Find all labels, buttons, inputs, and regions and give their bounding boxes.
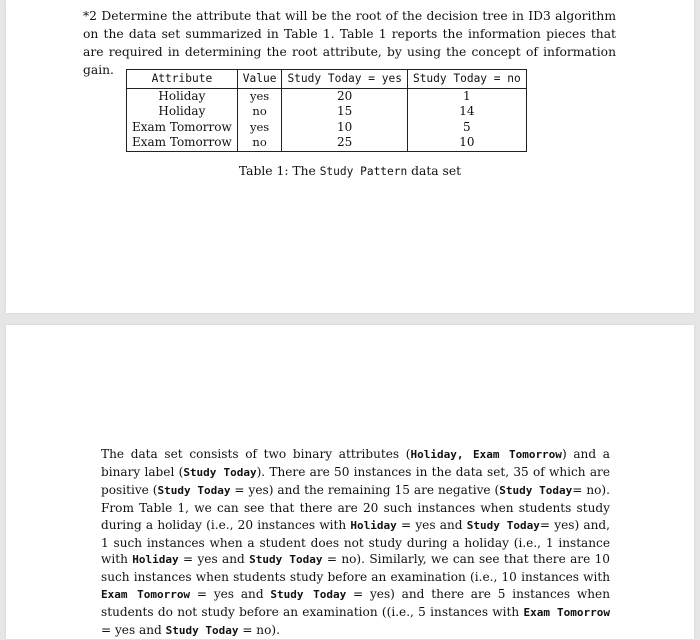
- cell-yes-count: 20: [282, 88, 408, 104]
- cell-attribute: Exam Tomorrow: [127, 120, 238, 136]
- cell-no-count: 5: [407, 120, 526, 136]
- text-run: = yes and: [396, 517, 467, 532]
- text-run: = yes and: [101, 623, 166, 638]
- code-run: Study Today: [157, 483, 231, 497]
- code-run: Holiday: [350, 518, 397, 532]
- code-run: Study Today: [183, 465, 257, 479]
- cell-value: no: [237, 135, 282, 151]
- text-run: The data set consists of two binary attributes (: [101, 447, 411, 461]
- cell-value: yes: [237, 120, 282, 136]
- text-run: = yes and: [190, 587, 271, 602]
- header-value: Value: [237, 70, 282, 89]
- code-run: Study Today: [165, 624, 239, 638]
- table-row: [127, 120, 527, 136]
- table-row: [127, 88, 527, 104]
- table-header-row: [127, 70, 527, 89]
- problem-text: Determine the attribute that will be the root of the decision tree in ID3 algorithm on the data set summarized in Table 1. Table 1 reports the information pieces that are required in determining the root attribute, by using the concept of information gain.: [83, 9, 617, 77]
- code-run: Exam Tomorrow: [523, 606, 611, 620]
- caption-dataset-name: Study Pattern: [319, 165, 408, 178]
- cell-value: no: [237, 104, 282, 120]
- code-run: Holiday: [132, 553, 179, 567]
- cell-attribute: Holiday: [127, 88, 238, 104]
- cell-value: yes: [237, 88, 282, 104]
- header-attribute: Attribute: [127, 70, 238, 89]
- page-two: [6, 325, 694, 639]
- text-run: = yes) and, 1 such instances when a student does not study during a holiday (i.e., 1 instance with: [101, 517, 610, 567]
- table-row: [127, 135, 527, 151]
- cell-no-count: 10: [407, 135, 526, 151]
- code-run: Holiday, Exam Tomorrow: [410, 448, 562, 461]
- code-run: Study Today: [466, 518, 540, 532]
- cell-attribute: Exam Tomorrow: [127, 135, 238, 151]
- header-study-yes: Study Today = yes: [282, 70, 408, 89]
- cell-attribute: Holiday: [127, 104, 238, 120]
- text-run: ). There are 50 instances in the data set, 35 of which are positive (: [101, 464, 610, 497]
- text-run: = yes) and the remaining 15 are negative (: [230, 482, 500, 497]
- page-one: [6, 0, 694, 313]
- cell-yes-count: 10: [282, 120, 408, 136]
- cell-no-count: 14: [407, 104, 526, 120]
- code-run: Study Today: [499, 483, 573, 497]
- header-study-no: Study Today = no: [407, 70, 526, 89]
- caption-prefix: Table 1: The: [238, 164, 320, 178]
- caption-suffix: data set: [407, 164, 462, 178]
- table-caption: [6, 164, 694, 178]
- text-run: = yes) and there are 5 instances when students do not study before an examination ((i.e., 5 instances with: [101, 587, 611, 620]
- text-run: = no). Similarly, we can see that there are 10 such instances when students study before an examination (i.e., 10 instances with: [101, 552, 610, 585]
- cell-no-count: 1: [407, 88, 526, 104]
- explanation-paragraph: [101, 446, 610, 640]
- table-row: [127, 104, 527, 120]
- text-run: = no). From Table 1, we can see that there are 20 such instances when students study during a holiday (i.e., 20 instances with: [101, 482, 610, 532]
- study-pattern-table: [126, 69, 527, 152]
- cell-yes-count: 25: [282, 135, 408, 151]
- text-run: ) and a binary label (: [101, 447, 610, 479]
- cell-yes-count: 15: [282, 104, 408, 120]
- text-run: = no).: [238, 623, 280, 638]
- code-run: Study Today: [249, 553, 323, 567]
- code-run: Study Today: [270, 588, 347, 602]
- code-run: Exam Tomorrow: [101, 588, 191, 602]
- text-run: = yes and: [178, 552, 250, 567]
- problem-number: *2: [83, 9, 97, 23]
